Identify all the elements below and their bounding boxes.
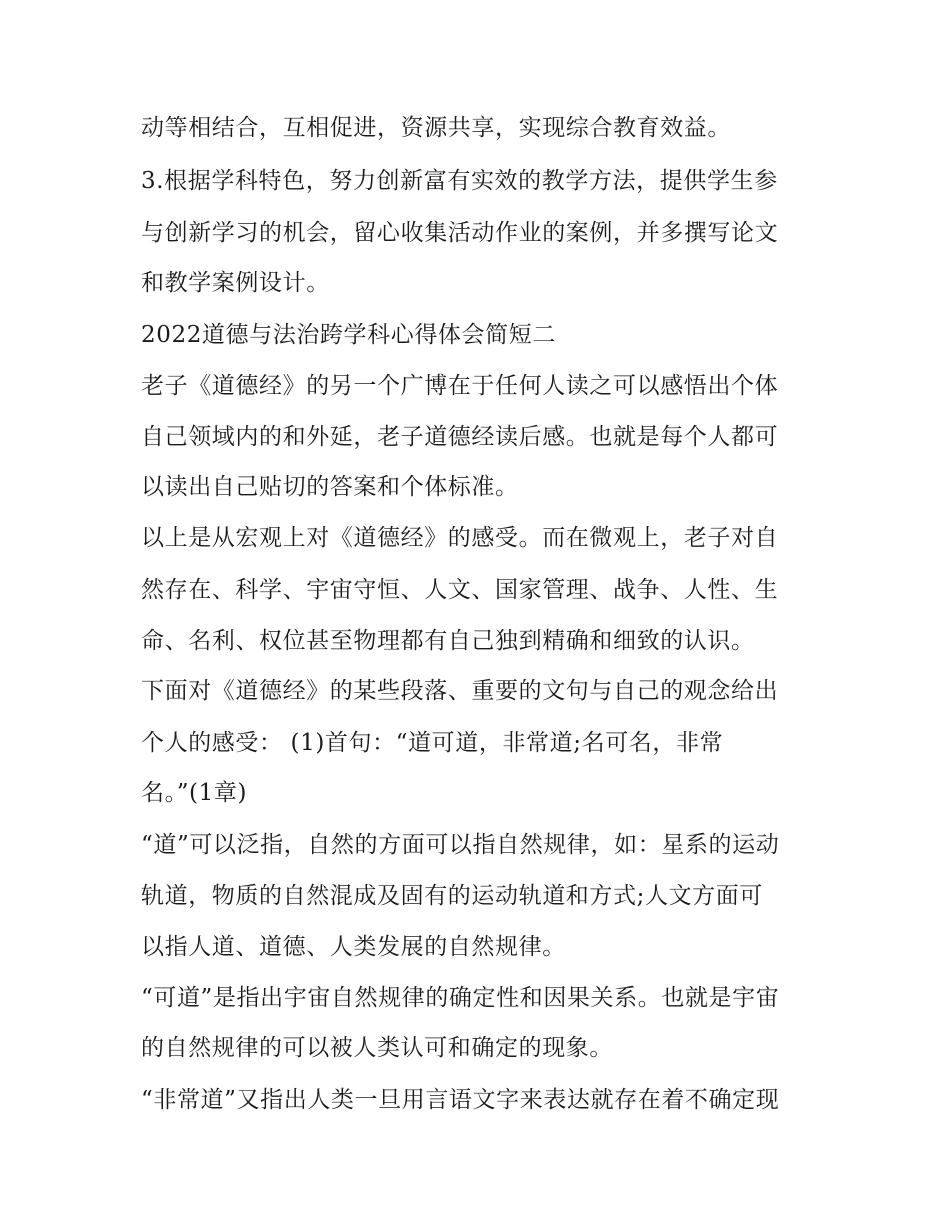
text-line: 以上是从宏观上对《道德经》的感受。而在微观上，老子对自 [141,525,779,551]
text-line: “道”可以泛指，自然的方面可以指自然规律，如：星系的运动 [141,832,780,858]
text-line: 3.根据学科特色，努力创新富有实效的教学方法，提供学生参 [141,168,778,194]
section-heading: 2022道德与法治跨学科心得体会简短二 [141,322,556,348]
text-line: 名。”(1章) [141,780,248,806]
text-line: 的自然规律的可以被人类认可和确定的现象。 [141,1035,613,1061]
text-line: 以读出自己贴切的答案和个体标准。 [141,474,519,500]
text-line: 命、名利、权位甚至物理都有自己独到精确和细致的认识。 [141,628,755,654]
text-line: 个人的感受： (1)首句：“道可道，非常道;名可名，非常 [141,730,724,756]
text-line: “非常道”又指出人类一旦用言语文字来表达就存在着不确定现 [141,1087,780,1113]
text-line: 老子《道德经》的另一个广博在于任何人读之可以感悟出个体 [141,373,779,399]
text-line: 轨道，物质的自然混成及固有的运动轨道和方式;人文方面可 [141,883,763,909]
text-line: “可道”是指出宇宙自然规律的确定性和因果关系。也就是宇宙 [141,985,780,1011]
text-line: 和教学案例设计。 [141,270,330,296]
text-line: 自己领域内的和外延，老子道德经读后感。也就是每个人都可 [141,424,779,450]
text-line: 动等相结合，互相促进，资源共享，实现综合教育效益。 [141,115,731,141]
text-line: 然存在、科学、宇宙守恒、人文、国家管理、战争、人性、生 [141,577,779,603]
text-line: 下面对《道德经》的某些段落、重要的文句与自己的观念给出 [141,678,779,704]
text-line: 以指人道、道德、人类发展的自然规律。 [141,934,566,960]
text-line: 与创新学习的机会，留心收集活动作业的案例，并多撰写论文 [141,220,779,246]
